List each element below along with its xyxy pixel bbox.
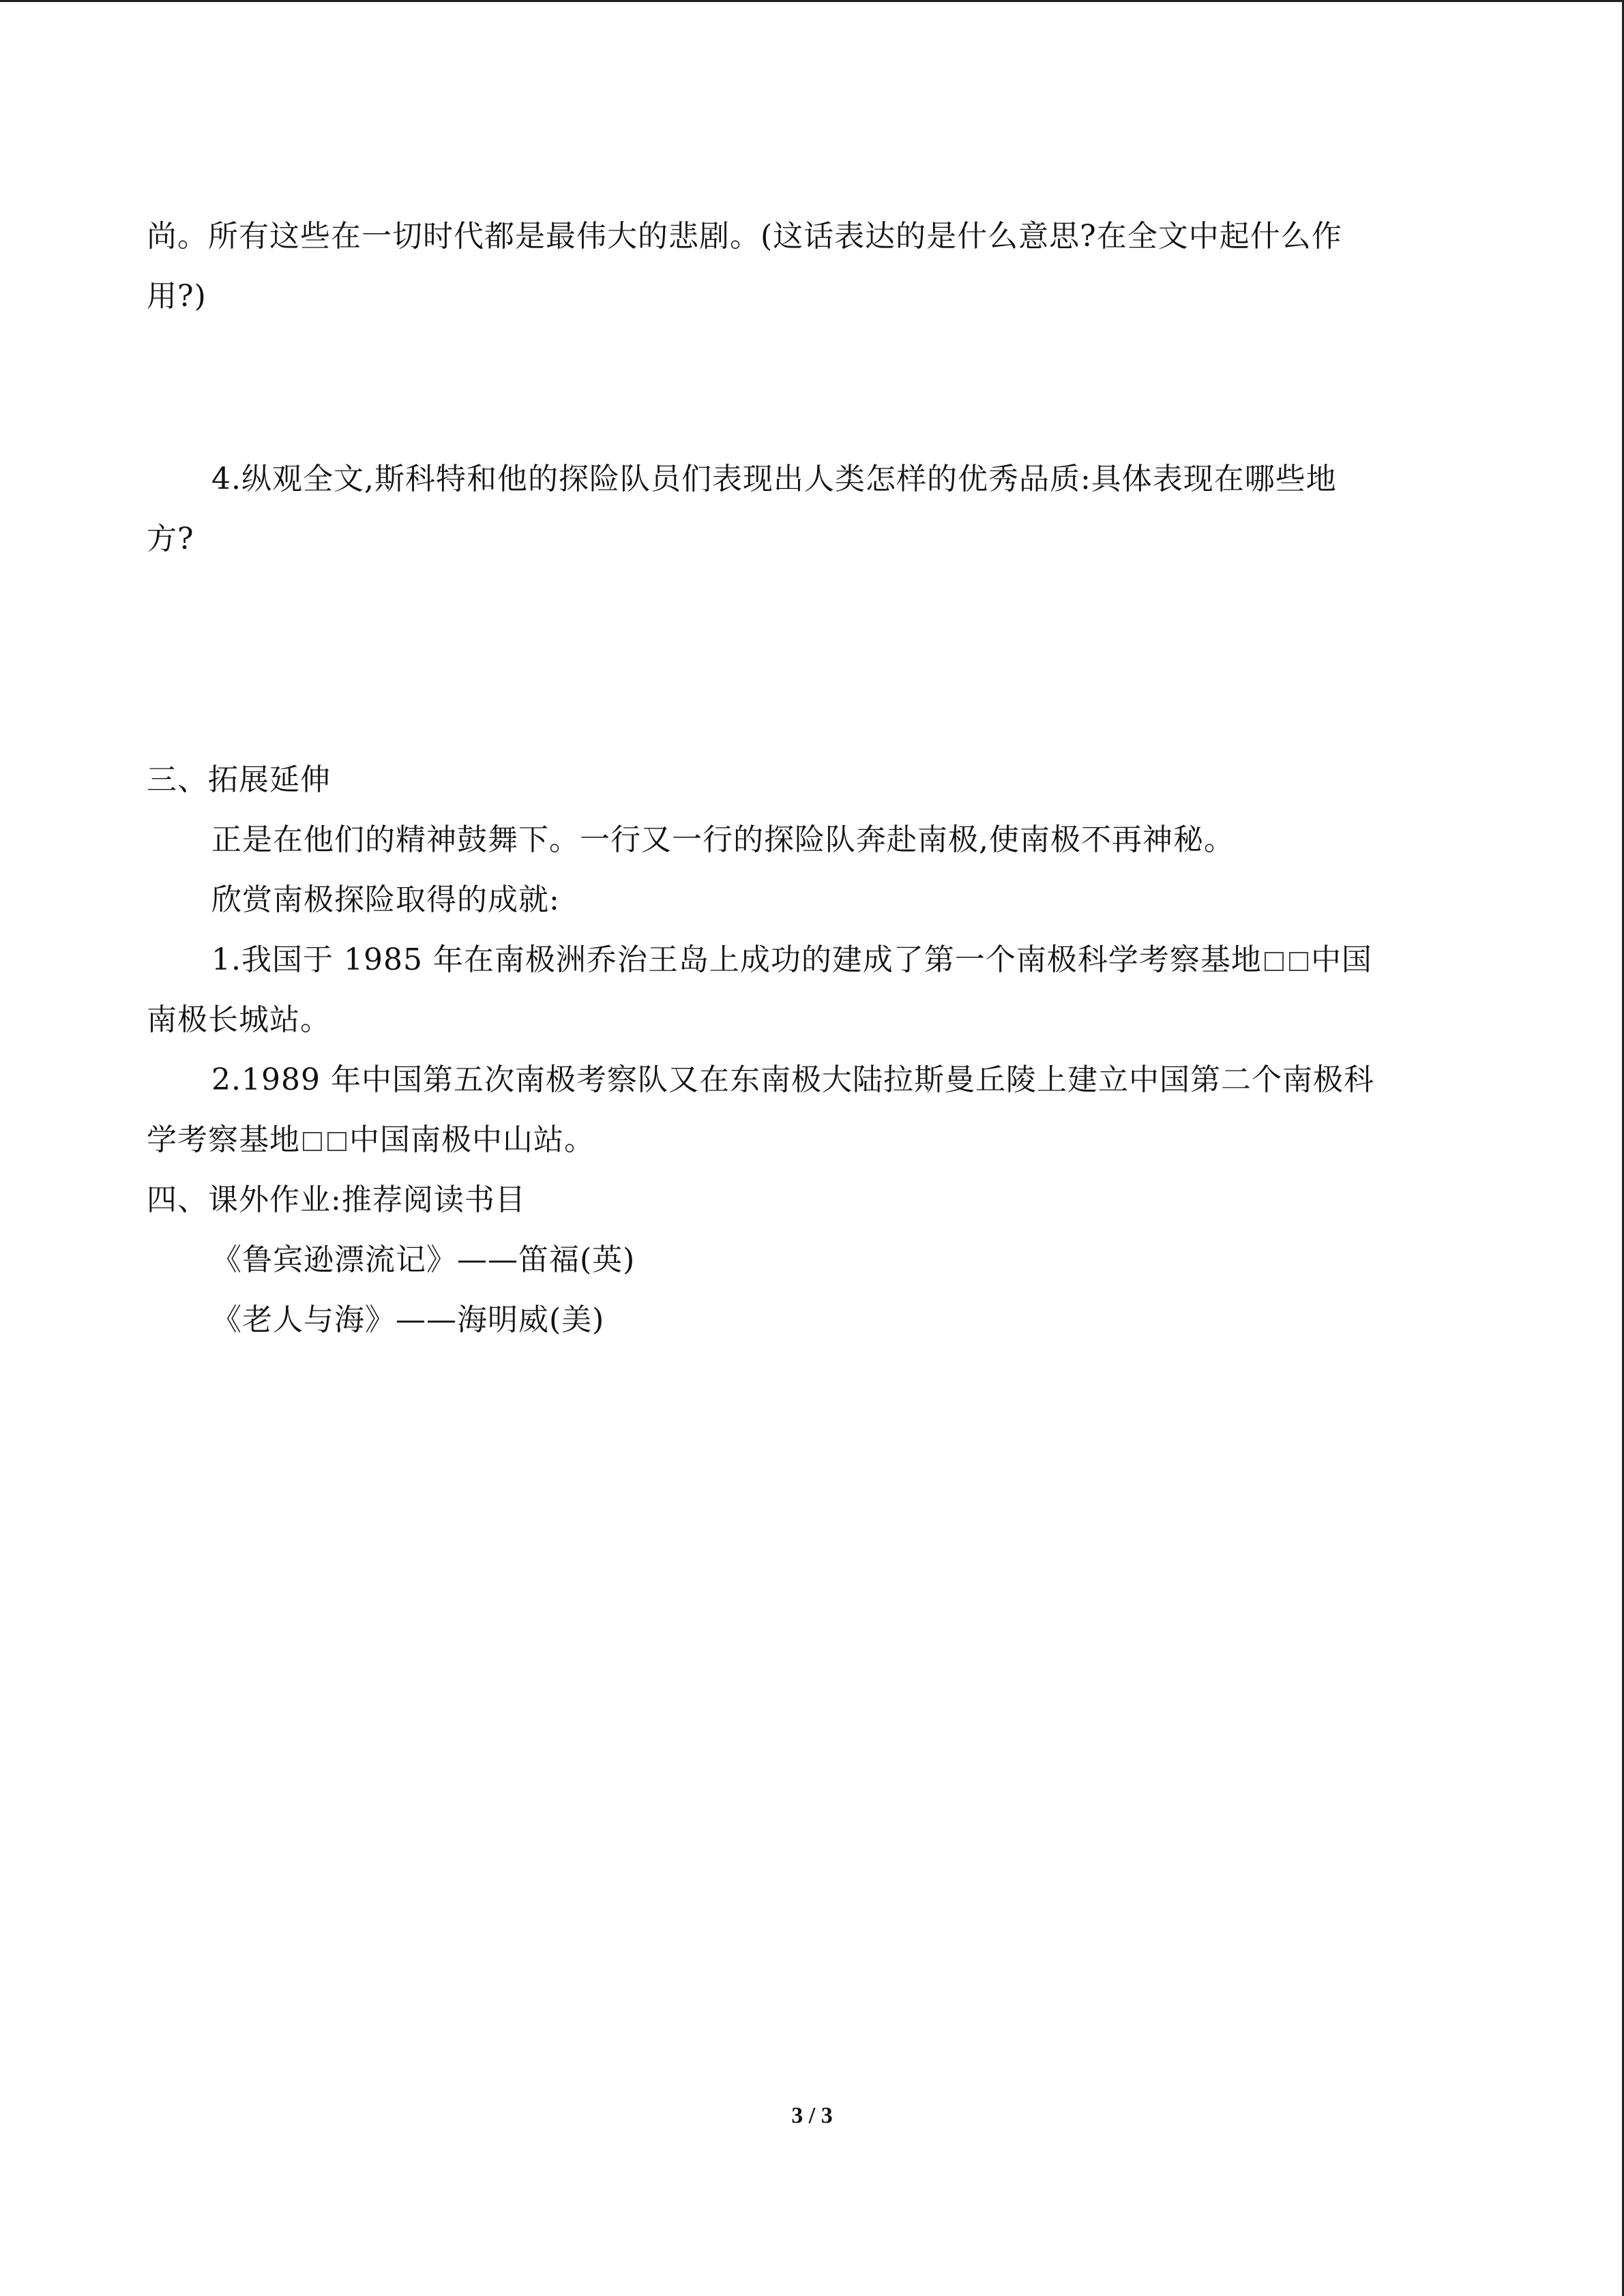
question-3-continuation-line-1: 尚。所有这些在一切时代都是最伟大的悲剧。(这话表达的是什么意思?在全文中起什么作 xyxy=(147,219,1342,254)
book-item-2: 《老人与海》——海明威(美) xyxy=(211,1302,605,1337)
achievement-item-2-text: 学考察基地 xyxy=(147,1122,300,1157)
section-3-lead: 欣赏南极探险取得的成就: xyxy=(211,882,560,917)
achievement-item-1-line-2: 南极长城站。 xyxy=(147,1002,331,1037)
section-3-heading: 三、拓展延伸 xyxy=(147,762,331,797)
question-4-line-2: 方? xyxy=(147,522,194,556)
document-body xyxy=(147,207,1483,1350)
box-glyph xyxy=(327,1132,346,1151)
achievement-item-1-text-end: 中国 xyxy=(1310,942,1372,977)
achievement-item-2-text-end: 中国南极中山站。 xyxy=(349,1122,595,1157)
achievement-item-2-line-2 xyxy=(147,1110,1483,1170)
achievement-item-2-line-1: 2.1989 年中国第五次南极考察队又在东南极大陆拉斯曼丘陵上建立中国第二个南极科 xyxy=(211,1062,1374,1097)
answer-space-4 xyxy=(147,569,1483,750)
box-glyph xyxy=(1265,952,1284,971)
question-3-continuation-line-2: 用?) xyxy=(147,279,207,314)
page-number: 3 / 3 xyxy=(791,2103,833,2128)
achievement-item-1-line-1 xyxy=(147,930,1483,990)
box-glyph xyxy=(1289,952,1308,971)
book-item-1: 《鲁宾逊漂流记》——笛福(英) xyxy=(211,1242,636,1277)
answer-space-3 xyxy=(147,327,1483,449)
box-glyph xyxy=(303,1132,322,1151)
achievement-item-1-text: 1.我国于 1985 年在南极洲乔治王岛上成功的建成了第一个南极科学考察基地 xyxy=(211,942,1262,977)
section-3-intro: 正是在他们的精神鼓舞下。一行又一行的探险队奔赴南极,使南极不再神秘。 xyxy=(211,822,1235,857)
section-4-heading: 四、课外作业:推荐阅读书目 xyxy=(147,1182,526,1217)
question-4-line-1: 4.纵观全文,斯科特和他的探险队员们表现出人类怎样的优秀品质:具体表现在哪些地 xyxy=(211,462,1337,496)
